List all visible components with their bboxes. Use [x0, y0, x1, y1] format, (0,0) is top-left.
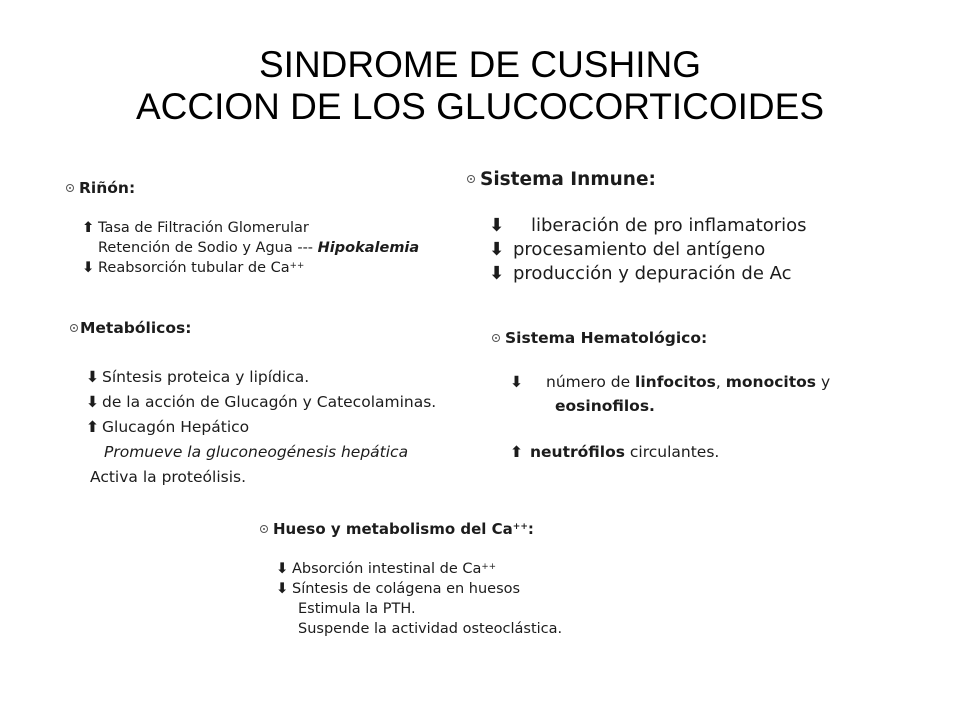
- arrow-down-icon: ⬇: [489, 263, 505, 284]
- inmune-line-3: ⬇ producción y depuración de Ac: [489, 263, 792, 284]
- arrow-down-icon: ⬇: [489, 215, 505, 236]
- arrow-down-icon: ⬇: [82, 260, 95, 276]
- hueso-line-3: Estimula la PTH.: [298, 601, 416, 617]
- target-bullet-icon: [467, 175, 475, 183]
- inmune-heading: Sistema Inmune:: [467, 168, 807, 192]
- arrow-down-icon: ⬇: [86, 393, 99, 411]
- target-bullet-icon: [66, 184, 74, 192]
- hipokalemia-text: Hipokalemia: [317, 240, 420, 256]
- hueso-line-4: Suspende la actividad osteoclástica.: [298, 621, 563, 637]
- section-rinon: [66, 178, 419, 278]
- section-hematologico: [492, 326, 830, 464]
- hueso-line-2: ⬇ Síntesis de colágena en huesos: [276, 581, 521, 597]
- rinon-heading: Riñón:: [66, 178, 419, 198]
- inmune-line-1: ⬇ liberación de pro inflamatorios: [489, 215, 807, 236]
- slide-title: [0, 44, 960, 128]
- hueso-heading: Hueso y metabolismo del Ca++:: [260, 519, 562, 539]
- target-bullet-icon: [260, 525, 268, 533]
- inmune-line-2: ⬇ procesamiento del antígeno: [489, 239, 766, 260]
- metabolicos-heading: Metabólicos:: [70, 316, 436, 341]
- metabolicos-line-5: Activa la proteólisis.: [90, 468, 247, 486]
- target-bullet-icon: [70, 324, 78, 332]
- metabolicos-line-3: ⬆ Glucagón Hepático: [70, 415, 436, 440]
- title-line-1: SINDROME DE CUSHING: [259, 44, 701, 85]
- section-metabolicos: [70, 316, 436, 490]
- metabolicos-line-4: Promueve la gluconeogénesis hepática: [104, 443, 409, 461]
- arrow-up-icon: ⬆: [510, 443, 523, 461]
- title-line-2: ACCION DE LOS GLUCOCORTICOIDES: [135, 86, 825, 127]
- section-hueso: [260, 519, 562, 639]
- hemato-line-2: eosinofilos.: [555, 397, 655, 415]
- target-bullet-icon: [492, 334, 500, 342]
- section-inmune: [467, 168, 807, 286]
- hemato-line-3: ⬆ neutrófilos circulantes.: [492, 440, 830, 464]
- monocitos-text: monocitos: [725, 373, 817, 391]
- rinon-line-1: ⬆ Tasa de Filtración Glomerular: [82, 220, 309, 236]
- arrow-down-icon: ⬇: [489, 239, 505, 260]
- hemato-line-1: ⬇ número de linfocitos, monocitos y: [492, 370, 830, 394]
- metabolicos-line-1: ⬇ Síntesis proteica y lipídica.: [70, 365, 436, 390]
- metabolicos-line-2: ⬇ de la acción de Glucagón y Catecolaminas.: [70, 390, 436, 415]
- arrow-down-icon: ⬇: [86, 368, 99, 386]
- arrow-down-icon: ⬇: [510, 373, 523, 391]
- arrow-up-icon: ⬆: [86, 418, 99, 436]
- arrow-down-icon: ⬇: [276, 581, 289, 597]
- linfocitos-text: linfocitos: [635, 373, 716, 391]
- arrow-up-icon: ⬆: [82, 220, 95, 236]
- hemato-heading: Sistema Hematológico:: [492, 326, 830, 350]
- rinon-line-2: Retención de Sodio y Agua --- Hipokalemia: [98, 240, 420, 256]
- rinon-line-3: ⬇ Reabsorción tubular de Ca++: [82, 260, 305, 276]
- hueso-line-1: ⬇ Absorción intestinal de Ca++: [276, 561, 496, 577]
- neutrofilos-text: neutrófilos: [530, 443, 625, 461]
- arrow-down-icon: ⬇: [276, 561, 289, 577]
